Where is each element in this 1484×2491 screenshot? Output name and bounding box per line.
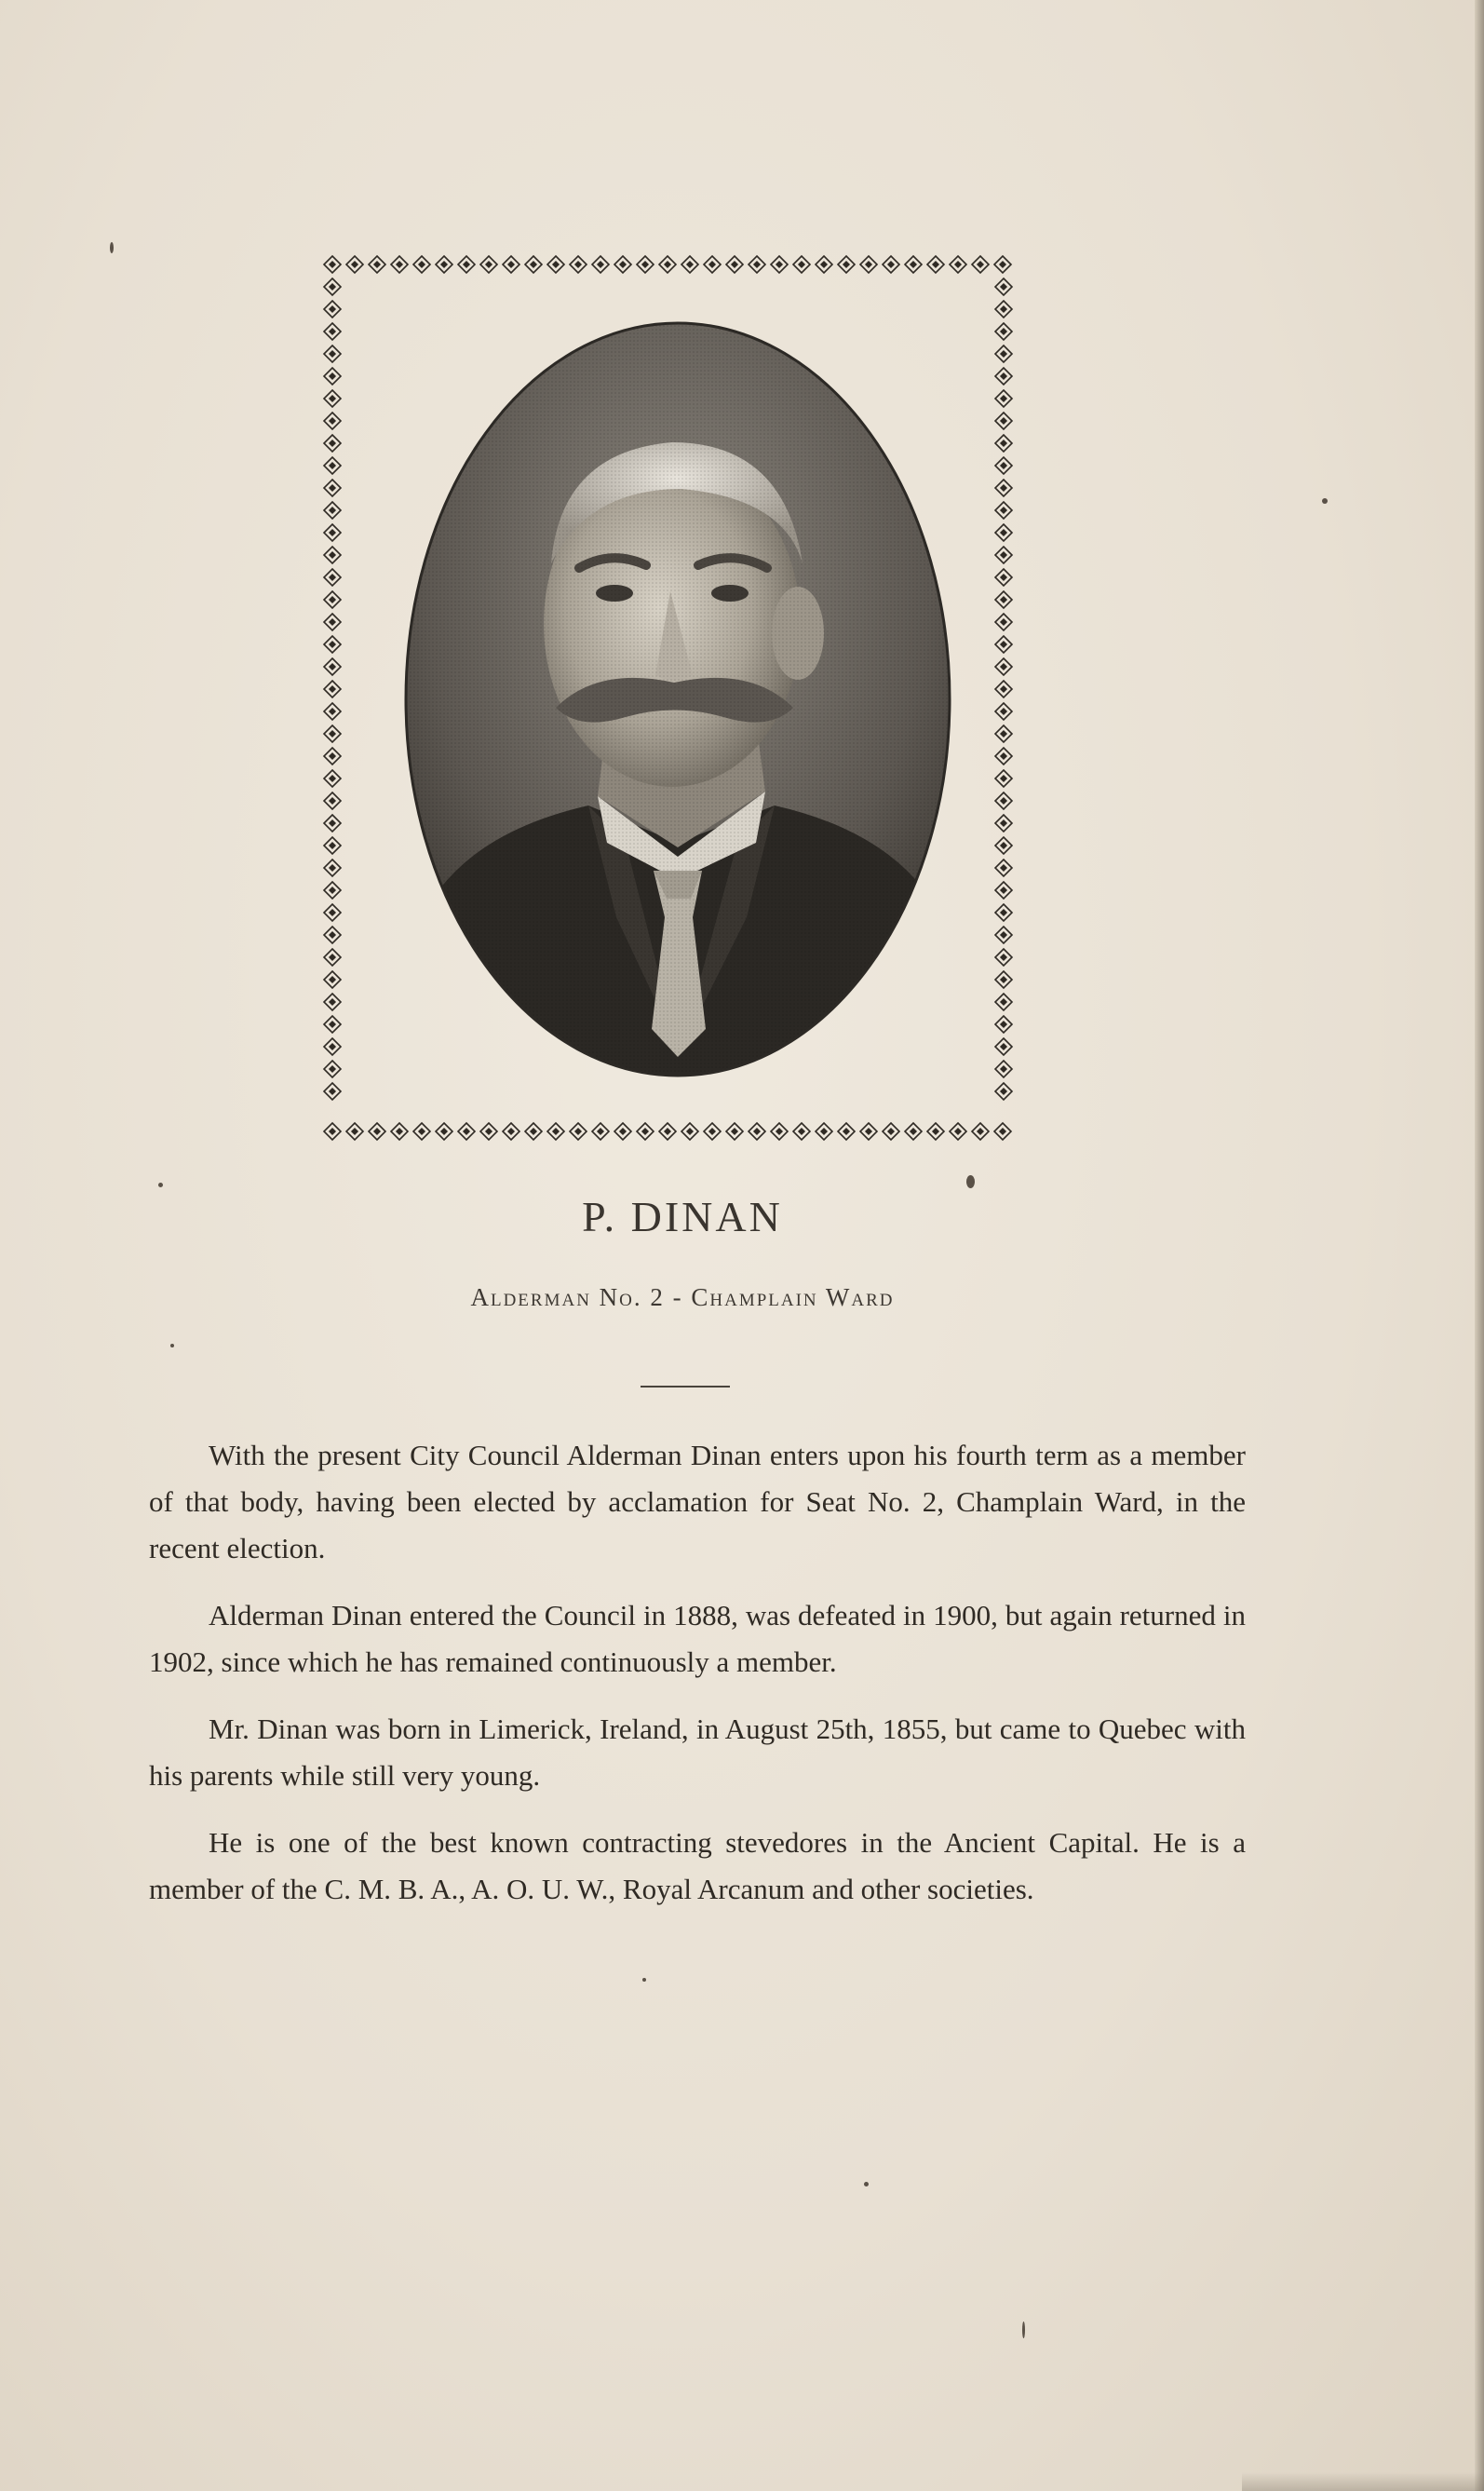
border-diamond (324, 904, 341, 921)
border-diamond (324, 971, 341, 988)
border-diamond (324, 882, 341, 899)
border-diamond (324, 1083, 341, 1100)
border-diamond (324, 681, 341, 697)
border-diamond (995, 278, 1012, 295)
border-diamond (324, 435, 341, 452)
page-shadow (1242, 2472, 1484, 2491)
border-diamond (726, 1123, 743, 1140)
border-diamond (503, 256, 519, 273)
border-diamond (995, 457, 1012, 474)
border-diamond (995, 994, 1012, 1010)
border-diamond (592, 256, 609, 273)
border-diamond (995, 1016, 1012, 1033)
portrait-caption-role: Alderman No. 2 - Champlain Ward (470, 1283, 895, 1311)
border-diamond (995, 301, 1012, 318)
border-diamond (369, 256, 385, 273)
border-diamond (547, 256, 564, 273)
border-diamond (324, 703, 341, 720)
border-diamond (324, 860, 341, 876)
border-diamond (324, 815, 341, 832)
border-diamond (704, 256, 721, 273)
border-diamond (838, 256, 855, 273)
border-diamond (324, 614, 341, 630)
border-diamond (995, 815, 1012, 832)
border-diamond (614, 256, 631, 273)
border-diamond (458, 1123, 475, 1140)
border-diamond (995, 390, 1012, 407)
border-diamond (324, 368, 341, 385)
biography-paragraph: With the present City Council Alderman Dinan enters upon his fourth term as a member of that body, having been elected by acclamation for Seat No. 2, Champlain Ward, in the recent election. (149, 1439, 1246, 1564)
border-diamond (704, 1123, 721, 1140)
border-diamond (995, 345, 1012, 362)
border-diamond (995, 480, 1012, 496)
portrait-photograph (402, 321, 953, 1077)
border-diamond (995, 524, 1012, 541)
border-diamond (324, 1123, 341, 1140)
border-diamond (547, 1123, 564, 1140)
section-divider-rule (641, 1386, 730, 1388)
border-diamond (860, 1123, 877, 1140)
border-diamond (324, 792, 341, 809)
border-diamond (324, 927, 341, 943)
border-diamond (324, 658, 341, 675)
border-diamond (995, 614, 1012, 630)
border-diamond (816, 1123, 832, 1140)
border-diamond (324, 569, 341, 586)
biography-paragraph: He is one of the best known contracting stevedores in the Ancient Capital. He is a member of the C. M. B. A., A. O. U. W., Royal Arcanum and other societies. (149, 1826, 1246, 1905)
border-diamond (995, 837, 1012, 854)
border-diamond (995, 949, 1012, 966)
border-diamond (994, 256, 1011, 273)
border-diamond (436, 256, 452, 273)
biography-text (149, 1432, 1246, 1933)
border-diamond (950, 1123, 966, 1140)
border-diamond (883, 1123, 899, 1140)
border-diamond (995, 725, 1012, 742)
border-diamond (324, 591, 341, 608)
border-diamond (995, 882, 1012, 899)
border-diamond (905, 256, 922, 273)
border-diamond (324, 301, 341, 318)
border-diamond (480, 256, 497, 273)
border-diamond (324, 725, 341, 742)
border-diamond (592, 1123, 609, 1140)
border-diamond (995, 1061, 1012, 1077)
border-diamond (995, 792, 1012, 809)
paper-speck (110, 242, 114, 253)
paper-speck (864, 2182, 869, 2186)
border-diamond (324, 256, 341, 273)
border-diamond (324, 1038, 341, 1055)
portrait-image (402, 321, 953, 1077)
page-binding-edge (1475, 0, 1484, 2491)
border-diamond (995, 658, 1012, 675)
paper-speck (158, 1183, 163, 1187)
border-diamond (927, 256, 944, 273)
border-diamond (324, 413, 341, 429)
border-diamond (413, 1123, 430, 1140)
border-diamond (995, 636, 1012, 653)
border-diamond (570, 1123, 587, 1140)
border-diamond (324, 480, 341, 496)
border-diamond (324, 278, 341, 295)
paper-speck (1322, 498, 1328, 504)
border-diamond (391, 1123, 408, 1140)
border-diamond (972, 1123, 989, 1140)
border-diamond (995, 971, 1012, 988)
border-diamond (324, 636, 341, 653)
border-diamond (324, 770, 341, 787)
border-diamond (324, 949, 341, 966)
border-diamond (324, 457, 341, 474)
border-diamond (614, 1123, 631, 1140)
border-diamond (570, 256, 587, 273)
border-diamond (369, 1123, 385, 1140)
border-diamond (793, 1123, 810, 1140)
border-diamond (659, 1123, 676, 1140)
border-diamond (324, 1061, 341, 1077)
border-diamond (525, 1123, 542, 1140)
paper-speck (966, 1175, 975, 1188)
border-diamond (995, 1038, 1012, 1055)
border-diamond (995, 323, 1012, 340)
paper-speck (642, 1978, 646, 1982)
border-diamond (324, 502, 341, 519)
border-diamond (413, 256, 430, 273)
paper-speck (170, 1344, 174, 1347)
border-diamond (972, 256, 989, 273)
border-diamond (436, 1123, 452, 1140)
border-diamond (324, 547, 341, 563)
border-diamond (525, 256, 542, 273)
border-diamond (995, 860, 1012, 876)
biography-paragraph: Mr. Dinan was born in Limerick, Ireland, in August 25th, 1855, but came to Quebec with his parents while still very young. (149, 1713, 1246, 1792)
border-diamond (346, 256, 363, 273)
border-diamond (883, 256, 899, 273)
border-diamond (995, 770, 1012, 787)
border-diamond (480, 1123, 497, 1140)
border-diamond (995, 591, 1012, 608)
border-diamond (458, 256, 475, 273)
border-diamond (726, 256, 743, 273)
border-diamond (995, 703, 1012, 720)
border-diamond (995, 748, 1012, 765)
border-diamond (749, 1123, 765, 1140)
border-diamond (995, 904, 1012, 921)
border-diamond (749, 256, 765, 273)
border-diamond (324, 837, 341, 854)
portrait-caption-name: P. DINAN (582, 1193, 783, 1240)
border-diamond (793, 256, 810, 273)
paper-speck (1022, 2322, 1025, 2338)
border-diamond (905, 1123, 922, 1140)
border-diamond (838, 1123, 855, 1140)
border-diamond (995, 502, 1012, 519)
border-diamond (659, 256, 676, 273)
border-diamond (324, 1016, 341, 1033)
border-diamond (324, 748, 341, 765)
border-diamond (995, 368, 1012, 385)
border-diamond (391, 256, 408, 273)
border-diamond (860, 256, 877, 273)
border-diamond (324, 323, 341, 340)
border-diamond (637, 256, 654, 273)
border-diamond (995, 927, 1012, 943)
border-diamond (681, 1123, 698, 1140)
border-diamond (637, 1123, 654, 1140)
border-diamond (995, 435, 1012, 452)
border-diamond (324, 390, 341, 407)
border-diamond (771, 256, 788, 273)
border-diamond (816, 256, 832, 273)
border-diamond (346, 1123, 363, 1140)
border-diamond (927, 1123, 944, 1140)
border-diamond (994, 1123, 1011, 1140)
border-diamond (503, 1123, 519, 1140)
border-diamond (995, 1083, 1012, 1100)
border-diamond (324, 345, 341, 362)
border-diamond (995, 413, 1012, 429)
border-diamond (681, 256, 698, 273)
border-diamond (324, 524, 341, 541)
border-diamond (771, 1123, 788, 1140)
border-diamond (995, 569, 1012, 586)
border-diamond (995, 547, 1012, 563)
border-diamond (324, 994, 341, 1010)
biography-paragraph: Alderman Dinan entered the Council in 1888, was defeated in 1900, but again returned in 1902, since which he has remained continuously a member. (149, 1599, 1246, 1678)
border-diamond (995, 681, 1012, 697)
border-diamond (950, 256, 966, 273)
